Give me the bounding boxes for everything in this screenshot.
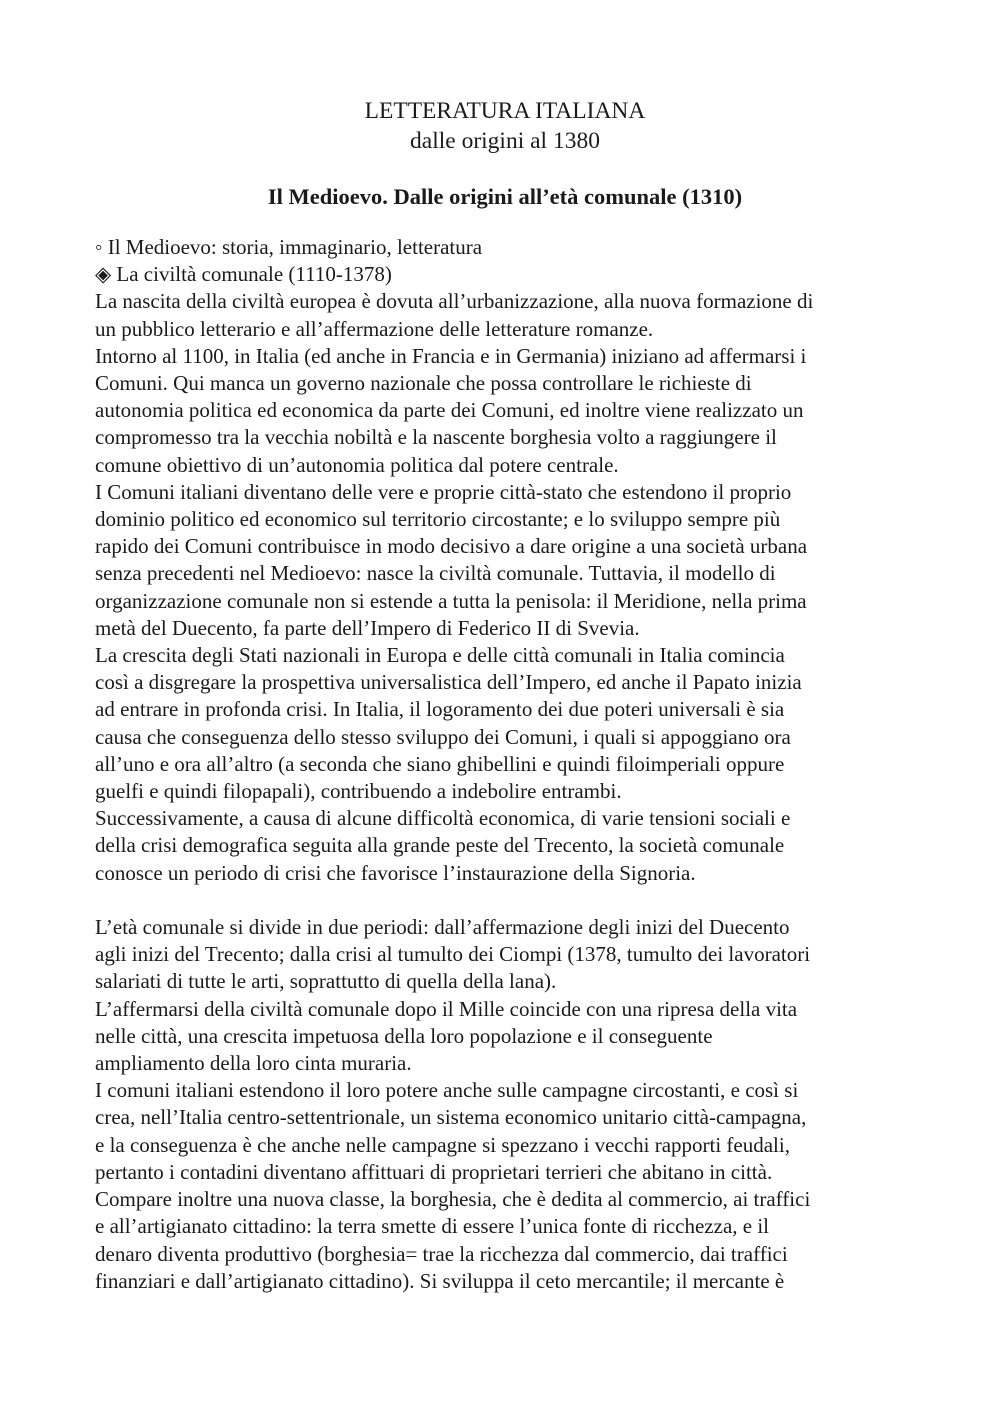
text-line: all’uno e ora all’altro (a seconda che siano ghibellini e quindi filoimperiali oppure xyxy=(95,751,785,776)
text-line: Successivamente, a causa di alcune difficoltà economica, di varie tensioni sociali e xyxy=(95,806,791,831)
text-line: finanziari e dall’artigianato cittadino). Si sviluppa il ceto mercantile; il mercante è xyxy=(95,1268,785,1293)
text-line: e all’artigianato cittadino: la terra smette di essere l’unica fonte di ricchezza, e il xyxy=(95,1214,770,1239)
text-line: nelle città, una crescita impetuosa della loro popolazione e il conseguente xyxy=(95,1023,713,1048)
text-line: causa che conseguenza dello stesso sviluppo dei Comuni, i quali si appoggiano ora xyxy=(95,724,791,749)
text-line: guelfi e quindi filopapali), contribuendo a indebolire entrambi. xyxy=(95,779,622,804)
text-line: conosce un periodo di crisi che favorisce l’instaurazione della Signoria. xyxy=(95,860,696,885)
text-line: I comuni italiani estendono il loro potere anche sulle campagne circostanti, e così si xyxy=(95,1078,799,1103)
text-line: I Comuni italiani diventano delle vere e proprie città-stato che estendono il proprio xyxy=(95,479,792,504)
text-line: ◈ La civiltà comunale (1110-1378) xyxy=(95,262,392,287)
text-line: denaro diventa produttivo (borghesia= trae la ricchezza dal commercio, dai traffici xyxy=(95,1241,788,1266)
document-title: LETTERATURA ITALIANA xyxy=(364,98,646,124)
text-line: pertanto i contadini diventano affittuari di proprietari terrieri che abitano in città. xyxy=(95,1159,773,1184)
body-text xyxy=(95,234,915,1295)
text-line: ◦ Il Medioevo: storia, immaginario, letteratura xyxy=(95,235,483,259)
text-line: autonomia politica ed economica da parte dei Comuni, ed inoltre viene realizzato un xyxy=(95,398,804,423)
document-page xyxy=(95,96,915,1295)
text-line: così a disgregare la prospettiva universalistica dell’Impero, ed anche il Papato inizia xyxy=(95,670,802,695)
text-line: La nascita della civiltà europea è dovuta all’urbanizzazione, alla nuova formazione di xyxy=(95,289,814,314)
text-line: Intorno al 1100, in Italia (ed anche in Francia e in Germania) iniziano ad affermarsi i xyxy=(95,343,807,368)
text-line: organizzazione comunale non si estende a tutta la penisola: il Meridione, nella prima xyxy=(95,588,807,613)
text-line: senza precedenti nel Medioevo: nasce la civiltà comunale. Tuttavia, il modello di xyxy=(95,561,776,586)
text-line: un pubblico letterario e all’affermazione delle letterature romanze. xyxy=(95,316,654,341)
document-subtitle: dalle origini al 1380 xyxy=(410,128,600,154)
text-line: Compare inoltre una nuova classe, la borghesia, che è dedita al commercio, ai traffici xyxy=(95,1187,811,1212)
text-line: L’affermarsi della civiltà comunale dopo il Mille coincide con una ripresa della vita xyxy=(95,996,798,1021)
text-line: crea, nell’Italia centro-settentrionale, un sistema economico unitario città-campagna, xyxy=(95,1105,807,1130)
text-line: comune obiettivo di un’autonomia politica dal potere centrale. xyxy=(95,452,619,477)
text-line: della crisi demografica seguita alla grande peste del Trecento, la società comunale xyxy=(95,833,785,858)
text-line: L’età comunale si divide in due periodi: dall’affermazione degli inizi del Duecento xyxy=(95,915,790,940)
text-line: e la conseguenza è che anche nelle campagne si spezzano i vecchi rapporti feudali, xyxy=(95,1132,790,1157)
text-line: compromesso tra la vecchia nobiltà e la nascente borghesia volto a raggiungere il xyxy=(95,425,777,450)
text-line: Comuni. Qui manca un governo nazionale che possa controllare le richieste di xyxy=(95,371,752,396)
text-line: metà del Duecento, fa parte dell’Impero di Federico II di Svevia. xyxy=(95,615,640,640)
text-line: ad entrare in profonda crisi. In Italia, il logoramento dei due poteri universali è sia xyxy=(95,697,785,722)
text-line: rapido dei Comuni contribuisce in modo decisivo a dare origine a una società urbana xyxy=(95,534,808,559)
text-line: salariati di tutte le arti, soprattutto di quella della lana). xyxy=(95,969,557,994)
text-line: dominio politico ed economico sul territorio circostante; e lo sviluppo sempre più xyxy=(95,507,781,532)
text-line: ampliamento della loro cinta muraria. xyxy=(95,1051,412,1076)
text-line: agli inizi del Trecento; dalla crisi al tumulto dei Ciompi (1378, tumulto dei lavoratori xyxy=(95,942,811,967)
section-heading: Il Medioevo. Dalle origini all’età comunale (1310) xyxy=(267,184,743,209)
text-line: La crescita degli Stati nazionali in Europa e delle città comunali in Italia comincia xyxy=(95,643,785,668)
paragraph-spacer xyxy=(95,887,915,914)
